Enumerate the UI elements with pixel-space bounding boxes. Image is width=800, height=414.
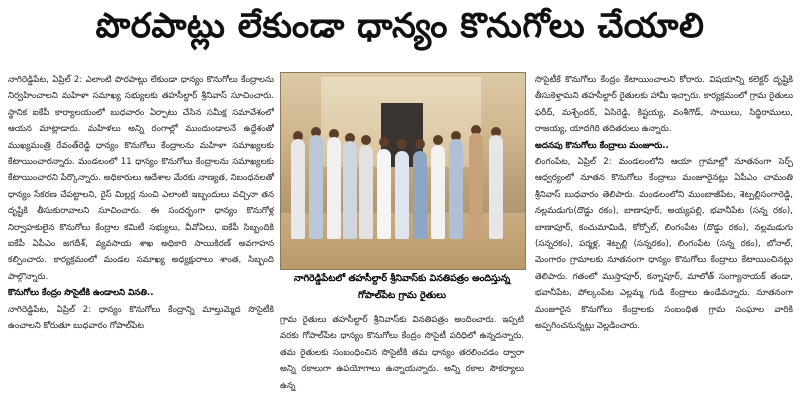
paragraph: సొసైటీకే కొనుగోలు కేంద్రం కేటాయించాలని కోరారు. విషయాన్ని కలెక్టర్ దృష్టికి తీసుకెళ్తామని తహసీల్దార్ రైతులకు హామీ ఇచ్చారు. కార్యక్రమంలో గ్రామ రైతులు ఫరీద్, మశ్చేందర్, ఏసిరెడ్డి, కిష్టయ్య, వంశీగౌడ్, సాయిలు, సిద్ధిరాములు, రాజయ్య, యాదగిరి తదితరులు ఉన్నారు.	[535, 75, 793, 135]
right-column	[535, 72, 793, 402]
paragraph: నాగిరెడ్డిపేట, ఏప్రిల్ 2: ఎలాంటి పొరపాట్లు లేకుండా ధాన్యం కొనుగోలు కేంద్రాలను నిర్వహించాలని మహిళా సమాఖ్య సభ్యులకు తహసీల్దార్ శ్రీనివాస్ సూచించారు. స్థానిక ఐకేపీ కార్యాలయంలో బుధవారం ఏర్పాటు చేసిన సమీక్ష సమావేశంలో ఆయన మాట్లాడారు. మహిళలు అన్ని రంగాల్లో ముందుండాలనే ఉద్దేశంతో ముఖ్యమంత్రి రేవంత్‌రెడ్డి ధాన్యం కొనుగోలు కేంద్రాలను మహిళా సమాఖ్యలకు కేటాయించారన్నారు. మండలంలో 11 ధాన్యం కొనుగోలు కేంద్రాలను సమాఖ్యలకు కేటాయించారని పేర్కొన్నారు. అధికారులు ఆదేశాల మేరకు నాణ్యత, నిబంధనలతో ధాన్యం సేకరణ చేపట్టాలని, రైస్ మిల్లర్ల నుంచి ఎలాంటి ఇబ్బందులు వచ్చినా తన దృష్టికి తీసుకురావాలని సూచించారు. ఈ సందర్భంగా ధాన్యం కొనుగోళ్ల నిర్వాహకులైన కొనుగోలు కేంద్రాల కమిటీ సభ్యులు, వీవోఏలు, ఐకేపీ సిబ్బందికి ఐకేపీ ఏపీఎం జగదీశ్, వ్యవసాయ శాఖ అధికారి సాయికిరణ్ అవగాహన కల్పించారు. కార్యక్రమంలో మండల సమాఖ్య అధ్యక్షురాలు శాంత, సిబ్బంది పాల్గొన్నారు.	[8, 75, 274, 282]
subheading: కొనుగోలు కేంద్రం సొసైటీకి ఉండాలని వినతి..	[8, 288, 154, 299]
left-column	[8, 72, 274, 412]
paragraph: లింగంపేట, ఏప్రిల్ 2: మండలంలోని ఆయా గ్రామాల్లో నూతనంగా సెర్ప్ ఆధ్వర్యంలో నూతన కొనుగోలు కేంద్రాలు మంజూరైనట్లు ఏపీఎం చామంతి శ్రీనివాస్ బుధవారం తెలిపారు. మండలంలోని ముంబాజీపేట, శెట్పల్లిసంగారెడ్డి, నల్లమడుగు(దొడ్డు రకం), బాణాపూర్, అయ్యపల్లి, భవానీపేట (సన్న రకం), బాణాపూర్, కంచుమామిడి, కోర్పోల్, లింగంపేట (దొడ్డు రకం), నల్లమడుగు (సన్నరకం), పర్మళ్ల, శెట్పల్లి (సన్నరకం), లింగంపేట (సన్న రకం), బోనాల్, మెంగారం గ్రామాలకు నూతనంగా ధాన్యం కొనుగోలు కేంద్రాలు కేటాయించినట్లు తెలిపారు. గతంలో ముస్తాపూర్, కన్నాపూర్, మాలోత్ సంగ్యానాయక్ తండా, భవానీపేట, పోల్కంపేట ఎల్లమ్మ గుడి కేంద్రాలు ఉండేవన్నారు. నూతనంగా మంజూరైన కొనుగోలు కేంద్రాలకు సంబంధిత గ్రామ సంఘాల వారికి అప్పగించనున్నట్లు వెల్లడించారు.	[535, 157, 793, 332]
photo-caption: నాగిరెడ్డిపేటలో తహసీల్దార్ శ్రీనివాస్‌కు వినతిపత్రం అందిస్తున్న గోపాల్‌పేట గ్రామ రైతులు	[293, 273, 511, 301]
article-headline: పొరపాట్లు లేకుండా ధాన్యం కొనుగోలు చేయాలి	[95, 6, 705, 46]
paragraph: గ్రామ రైతులు తహసీల్దార్ శ్రీనివాస్‌కు వినతిపత్రం అందించారు. ఇప్పటి వరకు గోపాల్‌పేట ధాన్యం కొనుగోలు కేంద్రం సొసైటీ పరిధిలో ఉన్నదన్నారు. తమ రైతులకు సంబంధించిన సొసైటీకి తమ ధాన్యం తరలించడం ద్వారా అన్ని రకాలుగా ఉపయోగాలు ఉన్నాయన్నారు. అన్ని రకాల సౌకర్యాలు ఉన్న	[280, 315, 524, 391]
middle-column-text	[280, 312, 524, 408]
paragraph: నాగిరెడ్డిపేట, ఏప్రిల్ 2: ధాన్యం కొనుగోలు కేంద్రాన్ని మాల్తుమ్మెద సొసైటీకి ఉంచాలని కోరుతూ బుధవారం గోపాల్‌పేట	[8, 304, 274, 332]
news-photo	[280, 72, 526, 270]
subheading: అదనపు కొనుగోలు కేంద్రాలు మంజూరు..	[535, 140, 669, 151]
